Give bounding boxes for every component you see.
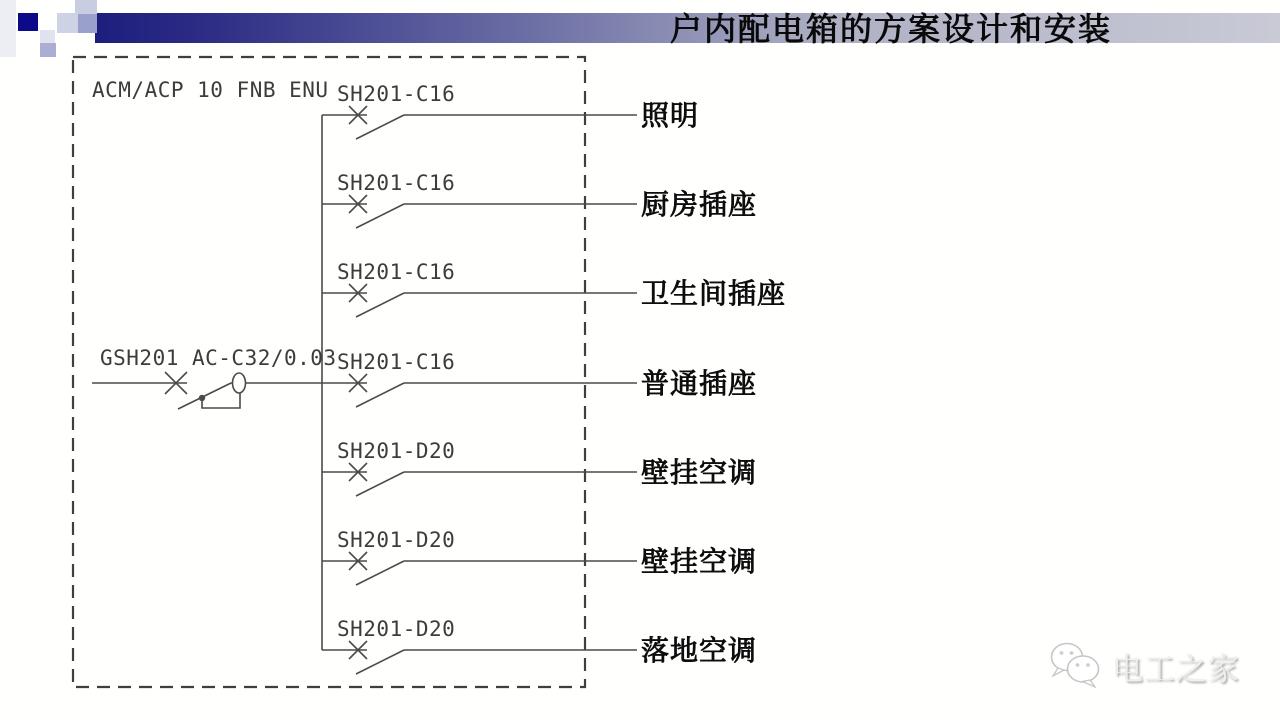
- branch-breaker-label: SH201-C16: [337, 171, 456, 195]
- main-breaker-label: GSH201 AC-C32/0.03: [100, 346, 337, 370]
- branch-breaker-label: SH201-C16: [337, 260, 456, 284]
- branch-breaker-label: SH201-D20: [337, 439, 456, 463]
- switch-blade: [356, 293, 404, 317]
- branch-circuit-5: [322, 439, 757, 496]
- branch-load-label: 壁挂空调: [641, 457, 758, 488]
- branch-load-label: 照明: [641, 100, 700, 131]
- switch-blade: [356, 472, 404, 496]
- branch-circuit-6: [322, 528, 757, 585]
- branch-circuit-7: [322, 617, 757, 674]
- switch-blade: [178, 383, 231, 409]
- branch-breaker-label: SH201-C16: [337, 350, 456, 374]
- branch-circuit-4: [322, 350, 757, 407]
- distribution-box-border: [73, 57, 585, 687]
- switch-blade: [356, 561, 404, 585]
- watermark-brand: 电工之家: [1112, 651, 1240, 687]
- wechat-icon: [1048, 640, 1106, 692]
- residual-current-sensor: [233, 373, 246, 393]
- branch-breaker-label: SH201-D20: [337, 617, 456, 641]
- branch-load-label: 厨房插座: [641, 189, 758, 220]
- switch-blade: [356, 115, 404, 139]
- watermark: [1048, 640, 1240, 692]
- box-model-label: ACM/ACP 10 FNB ENU: [92, 78, 329, 102]
- branch-load-label: 普通插座: [641, 368, 758, 399]
- switch-blade: [356, 204, 404, 228]
- page-title: 户内配电箱的方案设计和安装: [670, 11, 1113, 47]
- branch-load-label: 壁挂空调: [641, 546, 758, 577]
- branch-circuit-2: [322, 171, 757, 228]
- branch-circuit-1: [322, 82, 699, 139]
- branch-load-label: 落地空调: [641, 635, 758, 666]
- branch-load-label: 卫生间插座: [641, 278, 787, 309]
- branch-breaker-label: SH201-D20: [337, 528, 456, 552]
- main-breaker: [92, 346, 337, 409]
- branch-breaker-label: SH201-C16: [337, 82, 456, 106]
- branch-circuit-3: [322, 260, 786, 317]
- switch-blade: [356, 383, 404, 407]
- switch-blade: [356, 650, 404, 674]
